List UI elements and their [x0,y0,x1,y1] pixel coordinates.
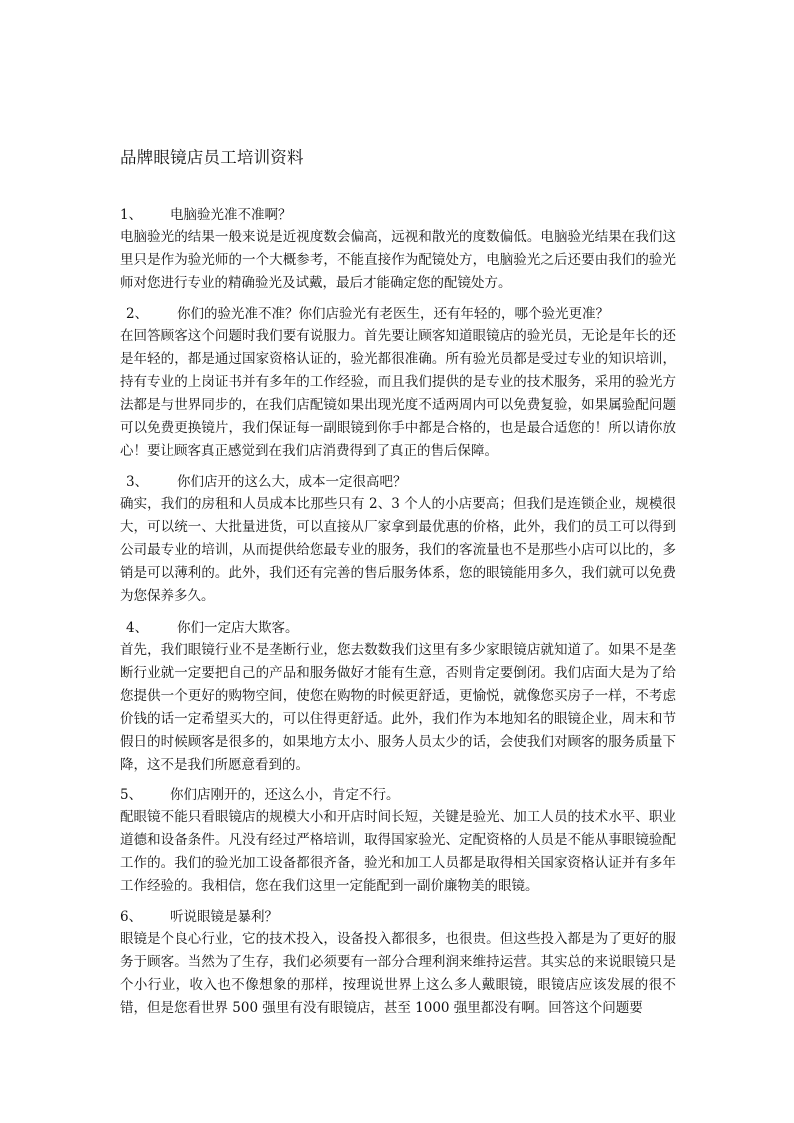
question-line [120,303,676,325]
qa-section-2 [120,303,676,463]
answer-text: 在回答顾客这个问题时我们要有说服力。首先要让顾客知道眼镜店的验光员，无论是年长的还是年轻的，都是通过国家资格认证的，验光都很准确。所有验光员都是受过专业的知识培训，持有专业的上岗证书并有多年的工作经验，而且我们提供的是专业的技术服务，采用的验光方法都是与世界同步的，在我们店配镜如果出现光度不适两周内可以免费复验，如果属验配问题可以免费更换镜片，我们保证每一副眼镜到你手中都是合格的，也是最合适您的！所以请你放心！要让顾客真正感觉到在我们店消费得到了真正的售后保障。 [120,328,676,459]
answer-text: 首先，我们眼镜行业不是垄断行业，您去数数我们这里有多少家眼镜店就知道了。如果不是垄断行业就一定要把自己的产品和服务做好才能有生意，否则肯定要倒闭。我们店面大是为了给您提供一个更好的购物空间，使您在购物的时候更舒适，更愉悦，就像您买房子一样，不考虑价钱的话一定希望买大的，可以住得更舒适。此外，我们作为本地知名的眼镜企业，周末和节假日的时候顾客是很多的，如果地方太小、服务人员太少的话，会使我们对顾客的服务质量下降，这不是我们所愿意看到的。 [120,642,676,773]
question-number: 6、 [120,909,143,925]
question-number: 5、 [120,787,143,803]
qa-section-3 [120,471,676,608]
question-line [120,471,676,493]
answer-text: 确实，我们的房租和人员成本比那些只有 2、3 个人的小店要高；但我们是连锁企业，规模很大，可以统一、大批量进货，可以直接从厂家拿到最优惠的价格，此外，我们的员工可以得到公司最专业的培训，从而提供给您最专业的服务，我们的客流量也不是那些小店可以比的，多销是可以薄利的。此外，我们还有完善的售后服务体系，您的眼镜能用多久，我们就可以免费为您保养多久。 [120,496,676,604]
qa-section-4 [120,617,676,777]
question-text: 听说眼镜是暴利？ [170,909,278,925]
question-line [120,784,676,806]
answer-text: 配眼镜不能只看眼镜店的规模大小和开店时间长短，关键是验光、加工人员的技术水平、职业道德和设备条件。凡没有经过严格培训，取得国家验光、定配资格的人员是不能从事眼镜验配工作的。我们的验光加工设备都很齐备，验光和加工人员都是取得相关国家资格认证并有多年工作经验的。我相信，您在我们这里一定能配到一副价廉物美的眼镜。 [120,809,676,894]
question-text: 你们一定店大欺客。 [177,620,299,636]
qa-section-6 [120,906,676,1020]
question-text: 电脑验光准不准啊？ [170,207,292,223]
question-number: 1、 [120,207,143,223]
question-text: 你们店刚开的，还这么小，肯定不行。 [170,787,400,803]
qa-section-1 [120,204,676,295]
question-line [120,906,676,928]
question-text: 你们的验光准不准？你们店验光有老医生，还有年轻的，哪个验光更准？ [177,306,609,322]
question-number: 3、 [126,474,149,490]
document-title: 品牌眼镜店员工培训资料 [120,148,304,167]
qa-section-5 [120,784,676,898]
answer-text: 眼镜是个良心行业，它的技术投入，设备投入都很多，也很贵。但这些投入都是为了更好的服务于顾客。当然为了生存，我们必须要有一部分合理利润来维持运营。其实总的来说眼镜只是个小行业，收入也不像想象的那样，按理说世界上这么多人戴眼镜，眼镜店应该发展的很不错，但是您看世界 500 强里有没有眼镜店，甚至 1000 强里都没有啊。回答这个问题要 [120,931,676,1016]
question-line [120,204,676,226]
question-number: 2、 [126,306,149,322]
question-number: 4、 [126,620,149,636]
question-line [120,617,676,639]
question-text: 你们店开的这么大，成本一定很高吧？ [177,474,407,490]
answer-text: 电脑验光的结果一般来说是近视度数会偏高，远视和散光的度数偏低。电脑验光结果在我们这里只是作为验光师的一个大概参考，不能直接作为配镜处方，电脑验光之后还要由我们的验光师对您进行专业的精确验光及试戴，最后才能确定您的配镜处方。 [120,229,676,291]
